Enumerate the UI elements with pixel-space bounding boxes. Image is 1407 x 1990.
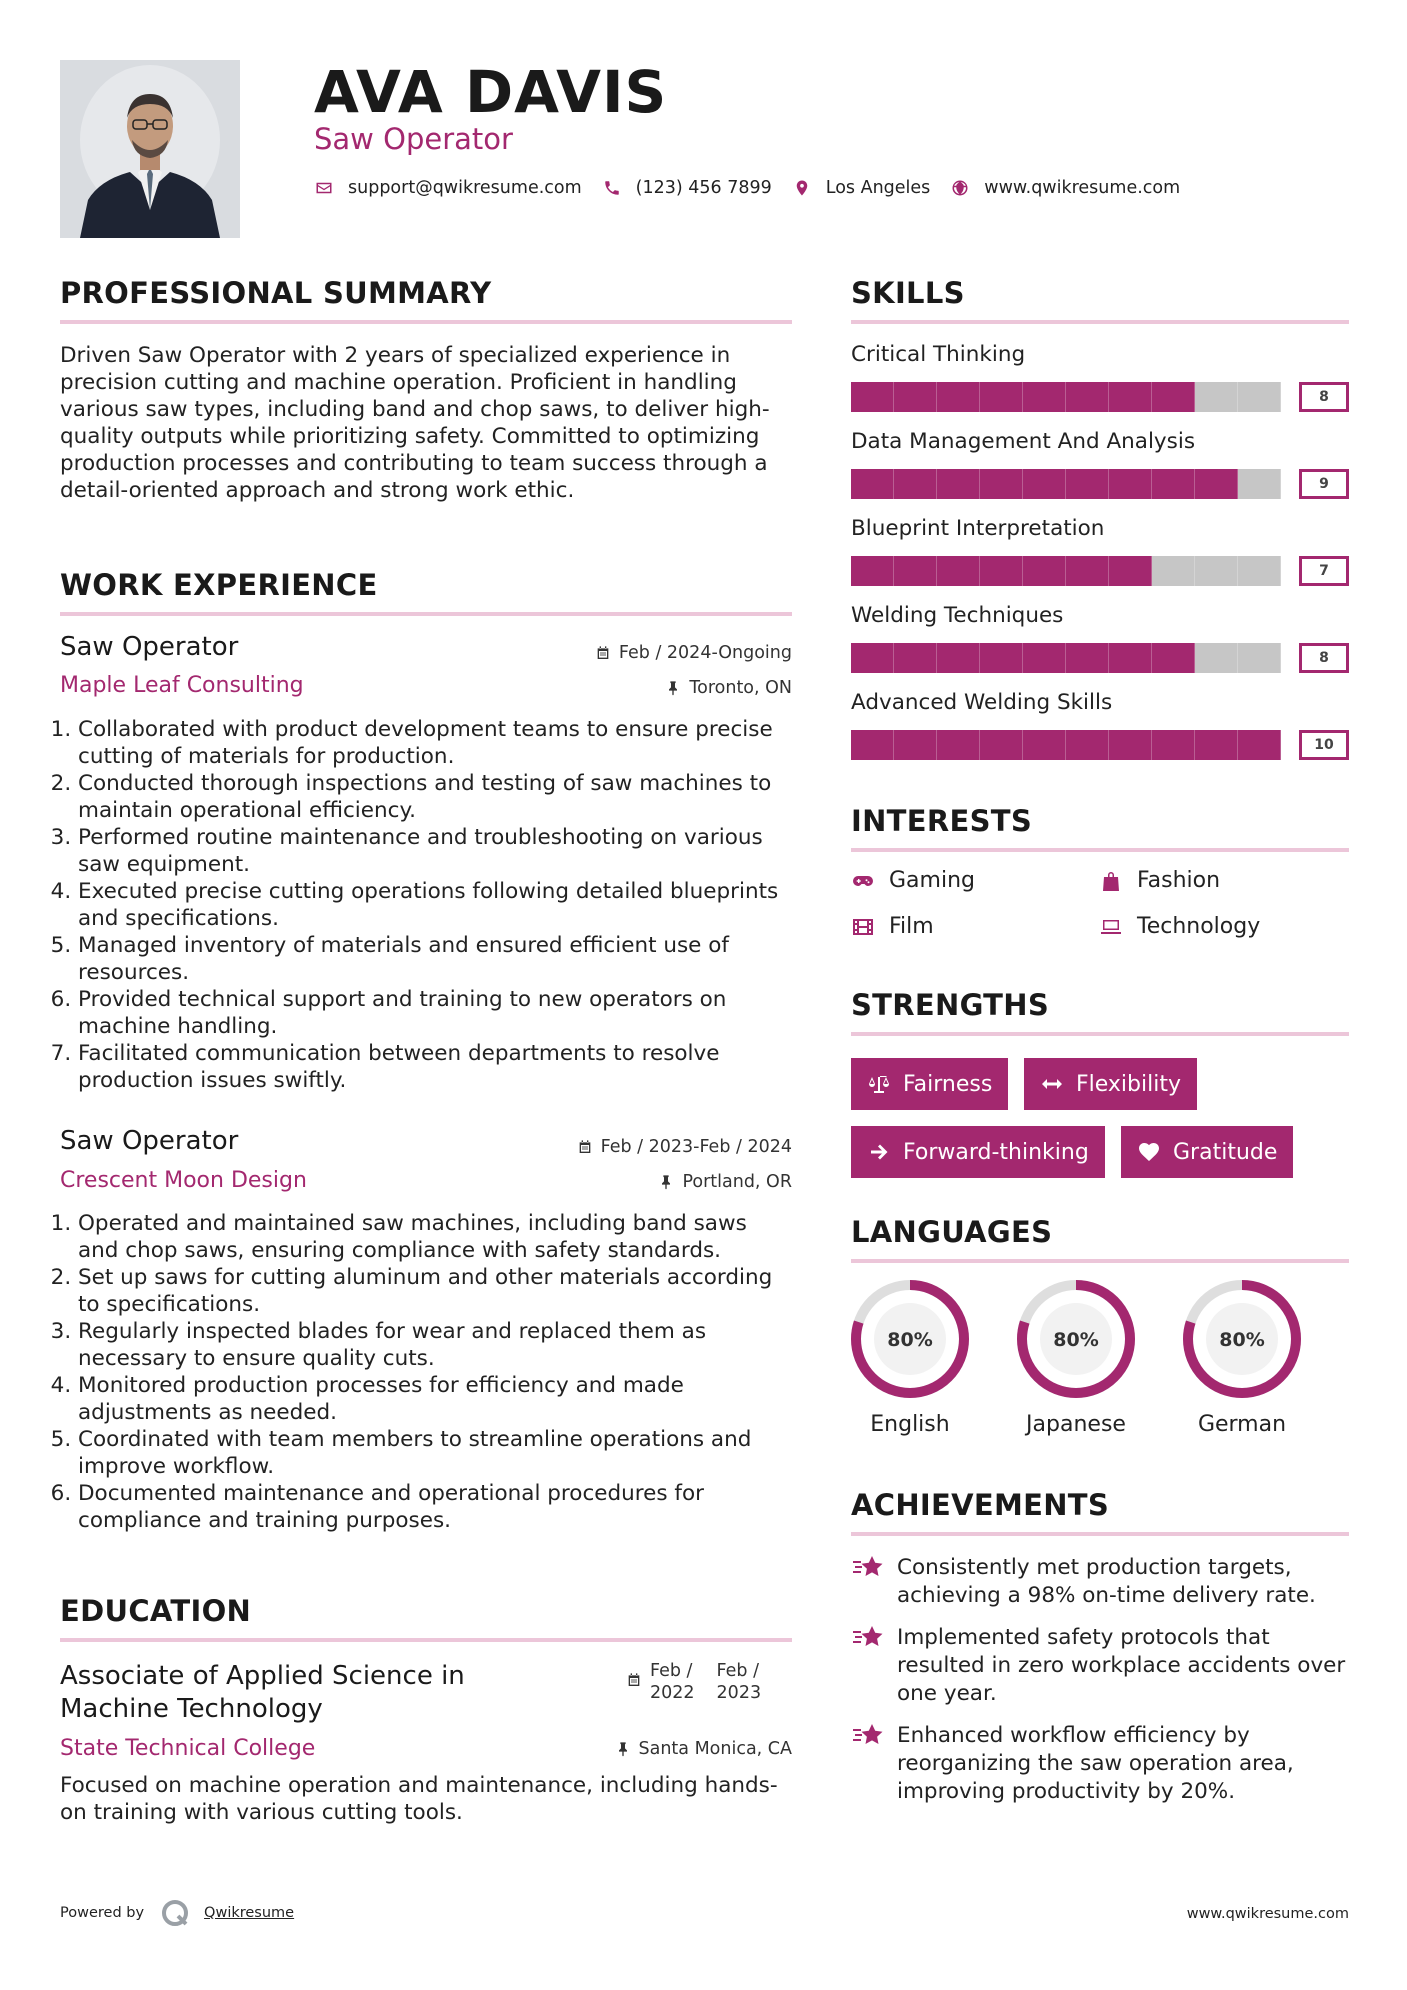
skill-bar-segment bbox=[1152, 382, 1195, 412]
list-item: 1. Operated and maintained saw machines, including band saws and chop saws, ensuring compliance with safety standards. bbox=[78, 1210, 792, 1264]
strengths-divider bbox=[851, 1032, 1349, 1036]
skill-bar-segment bbox=[980, 469, 1023, 499]
footer-powered-by bbox=[60, 1898, 294, 1928]
skill-bar-segment bbox=[1023, 643, 1066, 673]
candidate-title: Saw Operator bbox=[314, 122, 513, 156]
interest-label: Fashion bbox=[1137, 868, 1221, 893]
skill-bar-segment bbox=[851, 382, 894, 412]
globe-icon bbox=[951, 179, 969, 197]
skill-bar-segment bbox=[937, 643, 980, 673]
job-dates bbox=[595, 643, 792, 663]
strength-label: Fairness bbox=[903, 1071, 993, 1097]
list-item: 7. Facilitated communication between departments to resolve production issues swiftly. bbox=[78, 1040, 792, 1094]
skill-bar-segment bbox=[1023, 730, 1066, 760]
list-item: 4. Executed precise cutting operations following detailed blueprints and specifications. bbox=[78, 878, 792, 932]
phone-icon bbox=[603, 179, 621, 197]
skill-bar-segment bbox=[1109, 469, 1152, 499]
start-date-year: 2022 bbox=[650, 1683, 695, 1703]
list-item: 1. Collaborated with product development teams to ensure precise cutting of materials for production. bbox=[78, 716, 792, 770]
language-percent: 80% bbox=[887, 1329, 933, 1351]
strengths-heading: STRENGTHS bbox=[851, 988, 1050, 1022]
skill-name: Blueprint Interpretation bbox=[851, 516, 1105, 541]
arrow-right-icon bbox=[867, 1140, 891, 1164]
languages-divider bbox=[851, 1259, 1349, 1263]
school-name: State Technical College bbox=[60, 1736, 316, 1761]
education-heading: EDUCATION bbox=[60, 1594, 252, 1628]
skill-name: Welding Techniques bbox=[851, 603, 1064, 628]
job-title: Saw Operator bbox=[60, 632, 239, 662]
language-name: Japanese bbox=[1026, 1412, 1126, 1437]
heart-icon bbox=[1137, 1140, 1161, 1164]
powered-by-text: Powered by bbox=[60, 1905, 145, 1921]
list-item: 2. Set up saws for cutting aluminum and other materials according to specifications. bbox=[78, 1264, 792, 1318]
pushpin-icon bbox=[658, 1174, 674, 1190]
achievement-text: Enhanced workflow efficiency by reorganizing the saw operation area, improving productivity by 20%. bbox=[897, 1723, 1294, 1804]
location-text: Los Angeles bbox=[825, 178, 931, 198]
skill-bar-segment bbox=[1152, 556, 1195, 586]
interest-label: Technology bbox=[1137, 914, 1261, 939]
shopping-bag-icon bbox=[1099, 869, 1123, 893]
job-dates bbox=[577, 1137, 792, 1157]
achievement-text: Consistently met production targets, achieving a 98% on-time delivery rate. bbox=[897, 1555, 1316, 1608]
skill-bar-segment bbox=[980, 556, 1023, 586]
skill-bar-segment bbox=[1152, 643, 1195, 673]
job-location-text: Portland, OR bbox=[682, 1172, 792, 1192]
interest-gaming bbox=[851, 868, 975, 893]
laptop-icon bbox=[1099, 915, 1123, 939]
interest-technology bbox=[1099, 914, 1260, 939]
website-text: www.qwikresume.com bbox=[984, 178, 1181, 198]
skill-bar-segment bbox=[937, 382, 980, 412]
person-portrait-icon bbox=[60, 60, 240, 238]
achievements-heading: ACHIEVEMENTS bbox=[851, 1488, 1110, 1522]
qwikresume-link[interactable]: Qwikresume bbox=[204, 1905, 295, 1921]
achievement-text: Implemented safety protocols that resulted in zero workplace accidents over one year. bbox=[897, 1625, 1346, 1706]
skill-bar bbox=[851, 469, 1349, 499]
language-ring bbox=[1015, 1278, 1137, 1400]
skill-bar-segment bbox=[1023, 556, 1066, 586]
language-ring bbox=[849, 1278, 971, 1400]
job-location bbox=[665, 678, 792, 698]
arrows-horizontal-icon bbox=[1040, 1072, 1064, 1096]
summary-divider bbox=[60, 320, 792, 324]
skill-score: 7 bbox=[1299, 556, 1349, 586]
phone-text: (123) 456 7899 bbox=[635, 178, 772, 198]
skill-bar-segment bbox=[980, 382, 1023, 412]
skill-bar-segment bbox=[1066, 556, 1109, 586]
skill-bar-segment bbox=[1109, 382, 1152, 412]
skill-bar-segment bbox=[1195, 556, 1238, 586]
job-bullet-list bbox=[60, 1210, 792, 1534]
skill-bar-segment bbox=[851, 730, 894, 760]
school-location bbox=[615, 1739, 793, 1759]
skill-bar-segment bbox=[851, 643, 894, 673]
start-date-month: Feb / bbox=[650, 1661, 693, 1681]
education-divider bbox=[60, 1638, 792, 1642]
calendar-icon bbox=[577, 1139, 593, 1155]
degree-title bbox=[60, 1660, 560, 1726]
language-name: German bbox=[1197, 1412, 1287, 1437]
strength-tag-fairness bbox=[851, 1058, 1008, 1110]
strength-tag-flexibility bbox=[1024, 1058, 1197, 1110]
envelope-icon bbox=[315, 179, 333, 197]
list-item: 4. Monitored production processes for efficiency and made adjustments as needed. bbox=[78, 1372, 792, 1426]
calendar-icon bbox=[626, 1672, 642, 1688]
contact-email[interactable] bbox=[314, 178, 582, 198]
skill-bar-segment bbox=[1238, 469, 1281, 499]
skill-bar-segment bbox=[1109, 643, 1152, 673]
skill-bar-segment bbox=[980, 643, 1023, 673]
school-location-text: Santa Monica, CA bbox=[638, 1739, 792, 1759]
skill-bar-segment bbox=[1195, 643, 1238, 673]
skill-bar-segment bbox=[1066, 382, 1109, 412]
skill-bar-segment bbox=[1066, 643, 1109, 673]
contact-phone[interactable] bbox=[602, 178, 772, 198]
strength-tag-forward-thinking bbox=[851, 1126, 1105, 1178]
skill-bar-segment bbox=[1023, 382, 1066, 412]
skill-bar-segment bbox=[1066, 730, 1109, 760]
achievement-item bbox=[851, 1722, 1349, 1806]
company-name: Crescent Moon Design bbox=[60, 1168, 307, 1193]
skill-bar-segment bbox=[894, 730, 937, 760]
qwikresume-logo-icon bbox=[160, 1898, 190, 1928]
skill-bar-segment bbox=[851, 556, 894, 586]
skill-bar-segment bbox=[1238, 730, 1281, 760]
list-item: 3. Performed routine maintenance and troubleshooting on various saw equipment. bbox=[78, 824, 792, 878]
skill-bar-segment bbox=[1238, 382, 1281, 412]
interest-fashion bbox=[1099, 868, 1220, 893]
company-name: Maple Leaf Consulting bbox=[60, 673, 304, 698]
interest-film bbox=[851, 914, 934, 939]
skill-bar-segment bbox=[851, 469, 894, 499]
end-date-month: Feb / bbox=[716, 1661, 759, 1681]
film-icon bbox=[851, 915, 875, 939]
skill-bar bbox=[851, 382, 1349, 412]
education-start-date bbox=[650, 1660, 695, 1704]
end-date-year: 2023 bbox=[716, 1683, 762, 1703]
achievement-item bbox=[851, 1554, 1349, 1610]
language-item bbox=[849, 1278, 971, 1437]
list-item: 2. Conducted thorough inspections and testing of saw machines to maintain operational efficiency. bbox=[78, 770, 792, 824]
pushpin-icon bbox=[665, 680, 681, 696]
balance-scale-icon bbox=[867, 1072, 891, 1096]
languages-heading: LANGUAGES bbox=[851, 1215, 1053, 1249]
strength-label: Forward-thinking bbox=[903, 1139, 1089, 1165]
skill-bar-segment bbox=[1152, 469, 1195, 499]
skill-bar-segment bbox=[1195, 469, 1238, 499]
list-item: 5. Coordinated with team members to streamline operations and improve workflow. bbox=[78, 1426, 792, 1480]
candidate-name: AVA DAVIS bbox=[314, 58, 668, 126]
strength-label: Gratitude bbox=[1173, 1139, 1278, 1165]
achievements-divider bbox=[851, 1532, 1349, 1536]
skill-bar-segment bbox=[1023, 469, 1066, 499]
skill-bar-segment bbox=[937, 469, 980, 499]
language-percent: 80% bbox=[1219, 1329, 1265, 1351]
summary-text: Driven Saw Operator with 2 years of specialized experience in precision cutting and machine operation. Proficient in handling various saw types, including band and chop saws, to deliver high-quality outputs while prioritizing safety. Committed to optimizing production processes and contributing to team success through a detail-oriented approach and strong work ethic. bbox=[60, 343, 770, 503]
skill-bar-segment bbox=[980, 730, 1023, 760]
skill-bar-segment bbox=[1066, 469, 1109, 499]
skill-name: Advanced Welding Skills bbox=[851, 690, 1113, 715]
education-dates bbox=[626, 1660, 761, 1704]
star-icon bbox=[851, 1554, 885, 1584]
skills-divider bbox=[851, 320, 1349, 324]
skill-bar-segment bbox=[1109, 556, 1152, 586]
job-title: Saw Operator bbox=[60, 1126, 239, 1156]
calendar-icon bbox=[595, 645, 611, 661]
map-pin-icon bbox=[793, 179, 811, 197]
skill-bar bbox=[851, 730, 1349, 760]
skill-bar-segment bbox=[1195, 730, 1238, 760]
skill-score: 8 bbox=[1299, 643, 1349, 673]
list-item: 5. Managed inventory of materials and ensured efficient use of resources. bbox=[78, 932, 792, 986]
language-item bbox=[1181, 1278, 1303, 1437]
interests-divider bbox=[851, 848, 1349, 852]
experience-divider bbox=[60, 612, 792, 616]
skill-bar-segment bbox=[894, 643, 937, 673]
summary-heading: PROFESSIONAL SUMMARY bbox=[60, 276, 492, 310]
list-item: 6. Provided technical support and training to new operators on machine handling. bbox=[78, 986, 792, 1040]
footer-website[interactable]: www.qwikresume.com bbox=[1186, 1906, 1349, 1922]
language-ring bbox=[1181, 1278, 1303, 1400]
language-item bbox=[1015, 1278, 1137, 1437]
skill-bar-segment bbox=[937, 730, 980, 760]
star-icon bbox=[851, 1624, 885, 1654]
email-text: support@qwikresume.com bbox=[348, 178, 582, 198]
language-name: English bbox=[870, 1412, 950, 1437]
education-end-date bbox=[717, 1660, 762, 1704]
degree-line-2: Machine Technology bbox=[60, 1694, 323, 1724]
skill-bar bbox=[851, 643, 1349, 673]
job-dates-text: Feb / 2024-Ongoing bbox=[618, 643, 792, 663]
skill-score: 9 bbox=[1299, 469, 1349, 499]
pushpin-icon bbox=[615, 1741, 631, 1757]
skill-bar bbox=[851, 556, 1349, 586]
strength-tag-gratitude bbox=[1121, 1126, 1293, 1178]
profile-photo bbox=[60, 60, 240, 238]
job-bullet-list bbox=[60, 716, 792, 1094]
skill-bar-segment bbox=[894, 469, 937, 499]
education-description: Focused on machine operation and maintenance, including hands-on training with various cutting tools. bbox=[60, 1773, 778, 1825]
job-location bbox=[658, 1172, 792, 1192]
achievement-item bbox=[851, 1624, 1349, 1708]
list-item: 6. Documented maintenance and operational procedures for compliance and training purposes. bbox=[78, 1480, 792, 1534]
skills-heading: SKILLS bbox=[851, 276, 965, 310]
interest-label: Gaming bbox=[889, 868, 975, 893]
job-location-text: Toronto, ON bbox=[689, 678, 792, 698]
skill-score: 8 bbox=[1299, 382, 1349, 412]
skill-bar-segment bbox=[894, 556, 937, 586]
skill-name: Critical Thinking bbox=[851, 342, 1026, 367]
strength-label: Flexibility bbox=[1076, 1071, 1181, 1097]
skill-bar-segment bbox=[1195, 382, 1238, 412]
skill-score: 10 bbox=[1299, 730, 1349, 760]
contact-bar bbox=[314, 178, 1200, 198]
experience-heading: WORK EXPERIENCE bbox=[60, 568, 378, 602]
contact-website[interactable] bbox=[950, 178, 1180, 198]
star-icon bbox=[851, 1722, 885, 1752]
skill-bar-segment bbox=[1109, 730, 1152, 760]
job-dates-text: Feb / 2023-Feb / 2024 bbox=[600, 1137, 792, 1157]
interests-heading: INTERESTS bbox=[851, 804, 1033, 838]
skill-bar-segment bbox=[894, 382, 937, 412]
skill-bar-segment bbox=[1238, 556, 1281, 586]
degree-line-1: Associate of Applied Science in bbox=[60, 1661, 465, 1691]
skill-bar-segment bbox=[937, 556, 980, 586]
skill-bar-segment bbox=[1238, 643, 1281, 673]
skill-name: Data Management And Analysis bbox=[851, 429, 1196, 454]
gamepad-icon bbox=[851, 869, 875, 893]
interest-label: Film bbox=[889, 914, 934, 939]
skill-bar-segment bbox=[1152, 730, 1195, 760]
list-item: 3. Regularly inspected blades for wear and replaced them as necessary to ensure quality cuts. bbox=[78, 1318, 792, 1372]
contact-location bbox=[792, 178, 931, 198]
language-percent: 80% bbox=[1053, 1329, 1099, 1351]
